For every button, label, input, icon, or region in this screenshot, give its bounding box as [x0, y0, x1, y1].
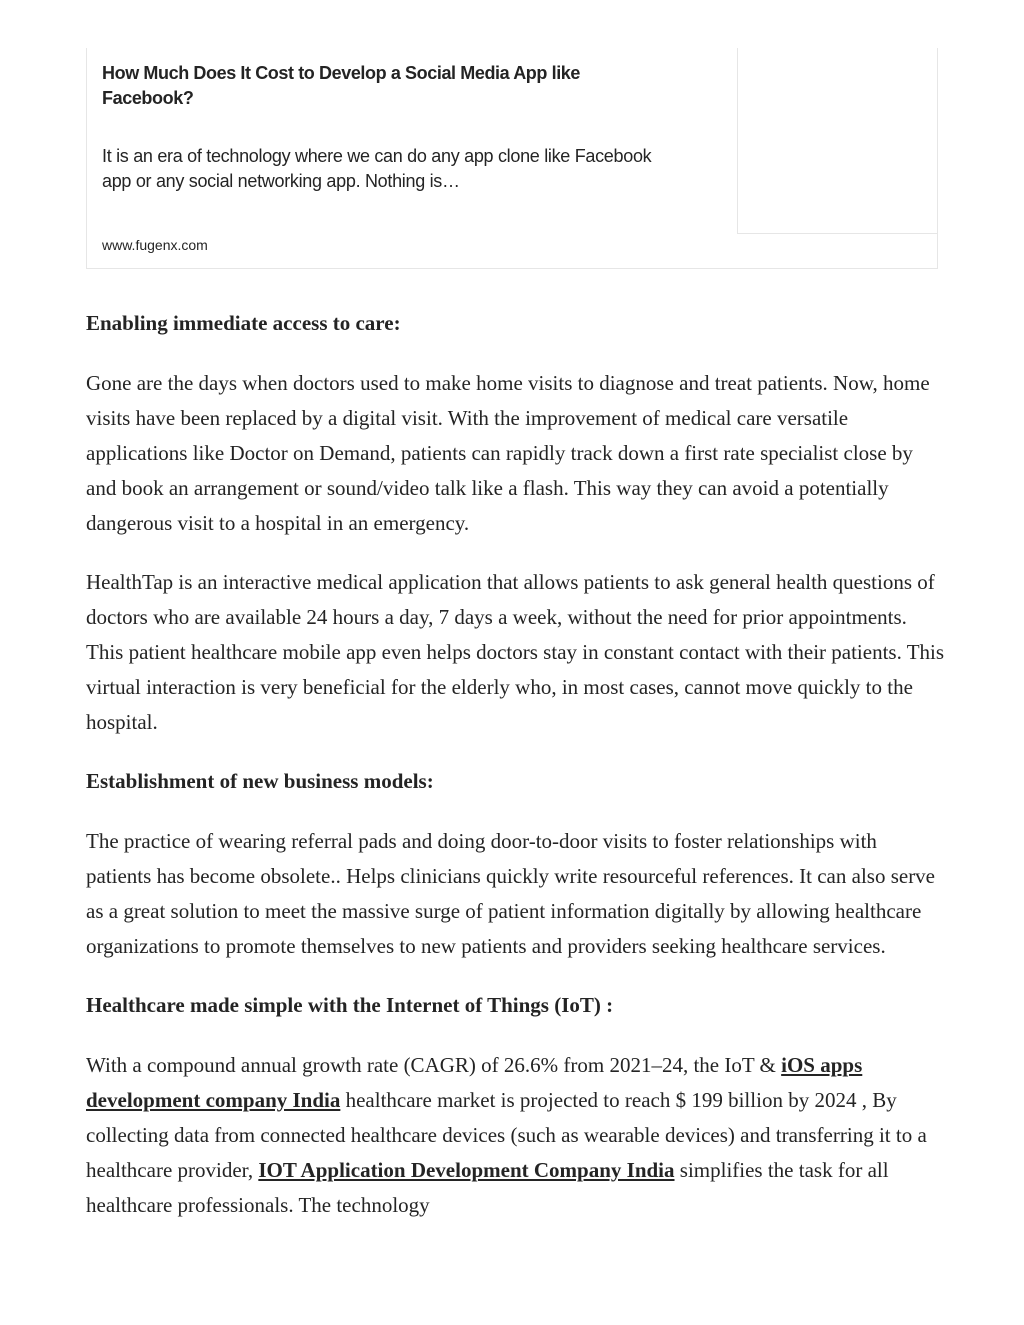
paragraph-iot-market: [86, 1048, 946, 1223]
paragraph-healthtap: HealthTap is an interactive medical application that allows patients to ask general health questions of doctors who are available 24 hours a day, 7 days a week, without the need for prior appointments. This patient healthcare mobile app even helps doctors stay in constant contact with their patients. This virtual interaction is very beneficial for the elderly who, in most cases, cannot move quickly to the hospital.: [86, 570, 945, 734]
iot-text-part-3: simplifies the task for all healthcare professionals. The technology: [86, 1158, 889, 1217]
ios-apps-link[interactable]: iOS apps development company India: [86, 1053, 863, 1112]
preview-card-description: It is an era of technology where we can do any app clone like Facebook app or any social networking app. Nothing is…: [102, 146, 652, 191]
paragraph-home-visits: Gone are the days when doctors used to make home visits to diagnose and treat patients. Now, home visits have been replaced by a digital visit. With the improvement of medical care versatile applications like Doctor on Demand, patients can rapidly track down a first rate specialist close by and book an arrangement or sound/video talk like a flash. This way they can avoid a potentially dangerous visit to a hospital in an emergency.: [86, 371, 930, 535]
article-body: [86, 306, 946, 1247]
section-heading-immediate-access: Enabling immediate access to care:: [86, 311, 401, 335]
link-preview-card[interactable]: [86, 48, 938, 269]
preview-card-thumbnail: [737, 48, 937, 234]
section-heading-business-models: Establishment of new business models:: [86, 769, 434, 793]
iot-text-part-2: healthcare market is projected to reach $ 199 billion by 2024 , By collecting data from connected healthcare devices (such as wearable devices) and transferring it to a healthcare provider,: [86, 1088, 927, 1182]
paragraph-referral-pads: The practice of wearing referral pads and doing door-to-door visits to foster relationships with patients has become obsolete.. Helps clinicians quickly write resourceful references. It can also serve as a great solution to meet the massive surge of patient information digitally by allowing healthcare organizations to promote themselves to new patients and providers seeking healthcare services.: [86, 829, 936, 958]
section-heading-iot: Healthcare made simple with the Internet of Things (IoT) :: [86, 993, 614, 1017]
iot-text-part-1: With a compound annual growth rate (CAGR) of 26.6% from 2021–24, the IoT &: [86, 1053, 782, 1077]
iot-app-dev-link[interactable]: IOT Application Development Company India: [258, 1158, 675, 1182]
preview-card-title: How Much Does It Cost to Develop a Social Media App like Facebook?: [102, 63, 581, 108]
preview-card-domain: www.fugenx.com: [102, 237, 208, 253]
